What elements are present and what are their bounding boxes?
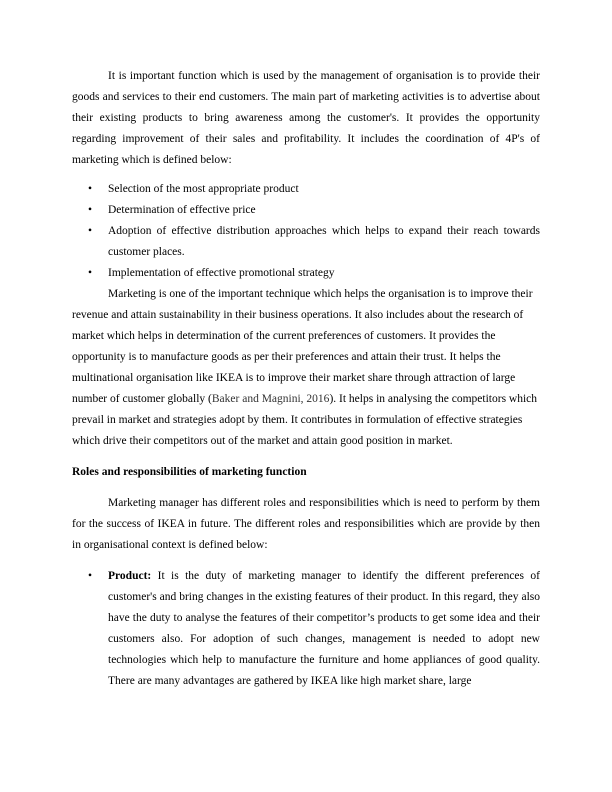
bullet-icon: • <box>88 225 93 237</box>
roles-paragraph: Marketing manager has different roles and responsibilities which is need to perform by them for the success of IKEA in future. The different roles and responsibilities which are provide by then in organisational context is defined below: <box>72 497 540 551</box>
list-item <box>72 263 540 284</box>
intro-paragraph: It is important function which is used by the management of organisation is to provide their goods and services to their end customers. The main part of marketing activities is to advertise about their existing products to bring awareness among the customer's. It provides the opportunity regarding improvement of their sales and profitability. It includes the coordination of 4P's of marketing which is defined below: <box>72 70 540 166</box>
list-item <box>72 566 540 692</box>
bullet-icon: • <box>88 267 93 279</box>
list-item <box>72 221 540 263</box>
document-page <box>72 66 540 692</box>
list-item <box>72 179 540 200</box>
bullet-icon: • <box>88 570 93 582</box>
citation: Baker and Magnini, 2016 <box>211 393 330 405</box>
list-item-label: Product: <box>108 570 152 582</box>
list-item-text: Adoption of effective distribution approaches which helps to expand their reach towards customer places. <box>108 225 540 258</box>
paragraph-text: Marketing is one of the important technique which helps the organisation is to improve their revenue and attain sustainability in their business operations. It also includes about the research of market which helps in determination of the current preferences of customers. It provides the opportunity is to manufacture goods as per their preferences and attain their trust. It helps the multinational organisation like IKEA is to improve their market share through attraction of large number of customer globally ( <box>72 288 533 405</box>
marketing-importance-paragraph <box>72 284 540 452</box>
list-item-text: Implementation of effective promotional strategy <box>108 267 335 279</box>
roles-list <box>72 566 540 692</box>
list-item-text: Selection of the most appropriate product <box>108 183 299 195</box>
list-item-text: It is the duty of marketing manager to identify the different preferences of customer's and bring changes in the existing features of their product. In this regard, they also have the duty to analyse the features of their competitor’s products to get some idea and their customers also. For adoption of such changes, management is needed to adopt new technologies which help to manufacture the furniture and home appliances of good quality. There are many advantages are gathered by IKEA like high market share, large <box>108 570 540 687</box>
bullet-icon: • <box>88 183 93 195</box>
paragraph-text: ). It helps in analysing the competitors which prevail in market and strategies adopt by them. It contributes in formulation of effective strategies which drive their competitors out of the market and attain good position in market. <box>72 393 538 447</box>
marketing-mix-list <box>72 179 540 284</box>
bullet-icon: • <box>88 204 93 216</box>
list-item <box>72 200 540 221</box>
list-item-text: Determination of effective price <box>108 204 256 216</box>
section-heading: Roles and responsibilities of marketing function <box>72 466 307 478</box>
